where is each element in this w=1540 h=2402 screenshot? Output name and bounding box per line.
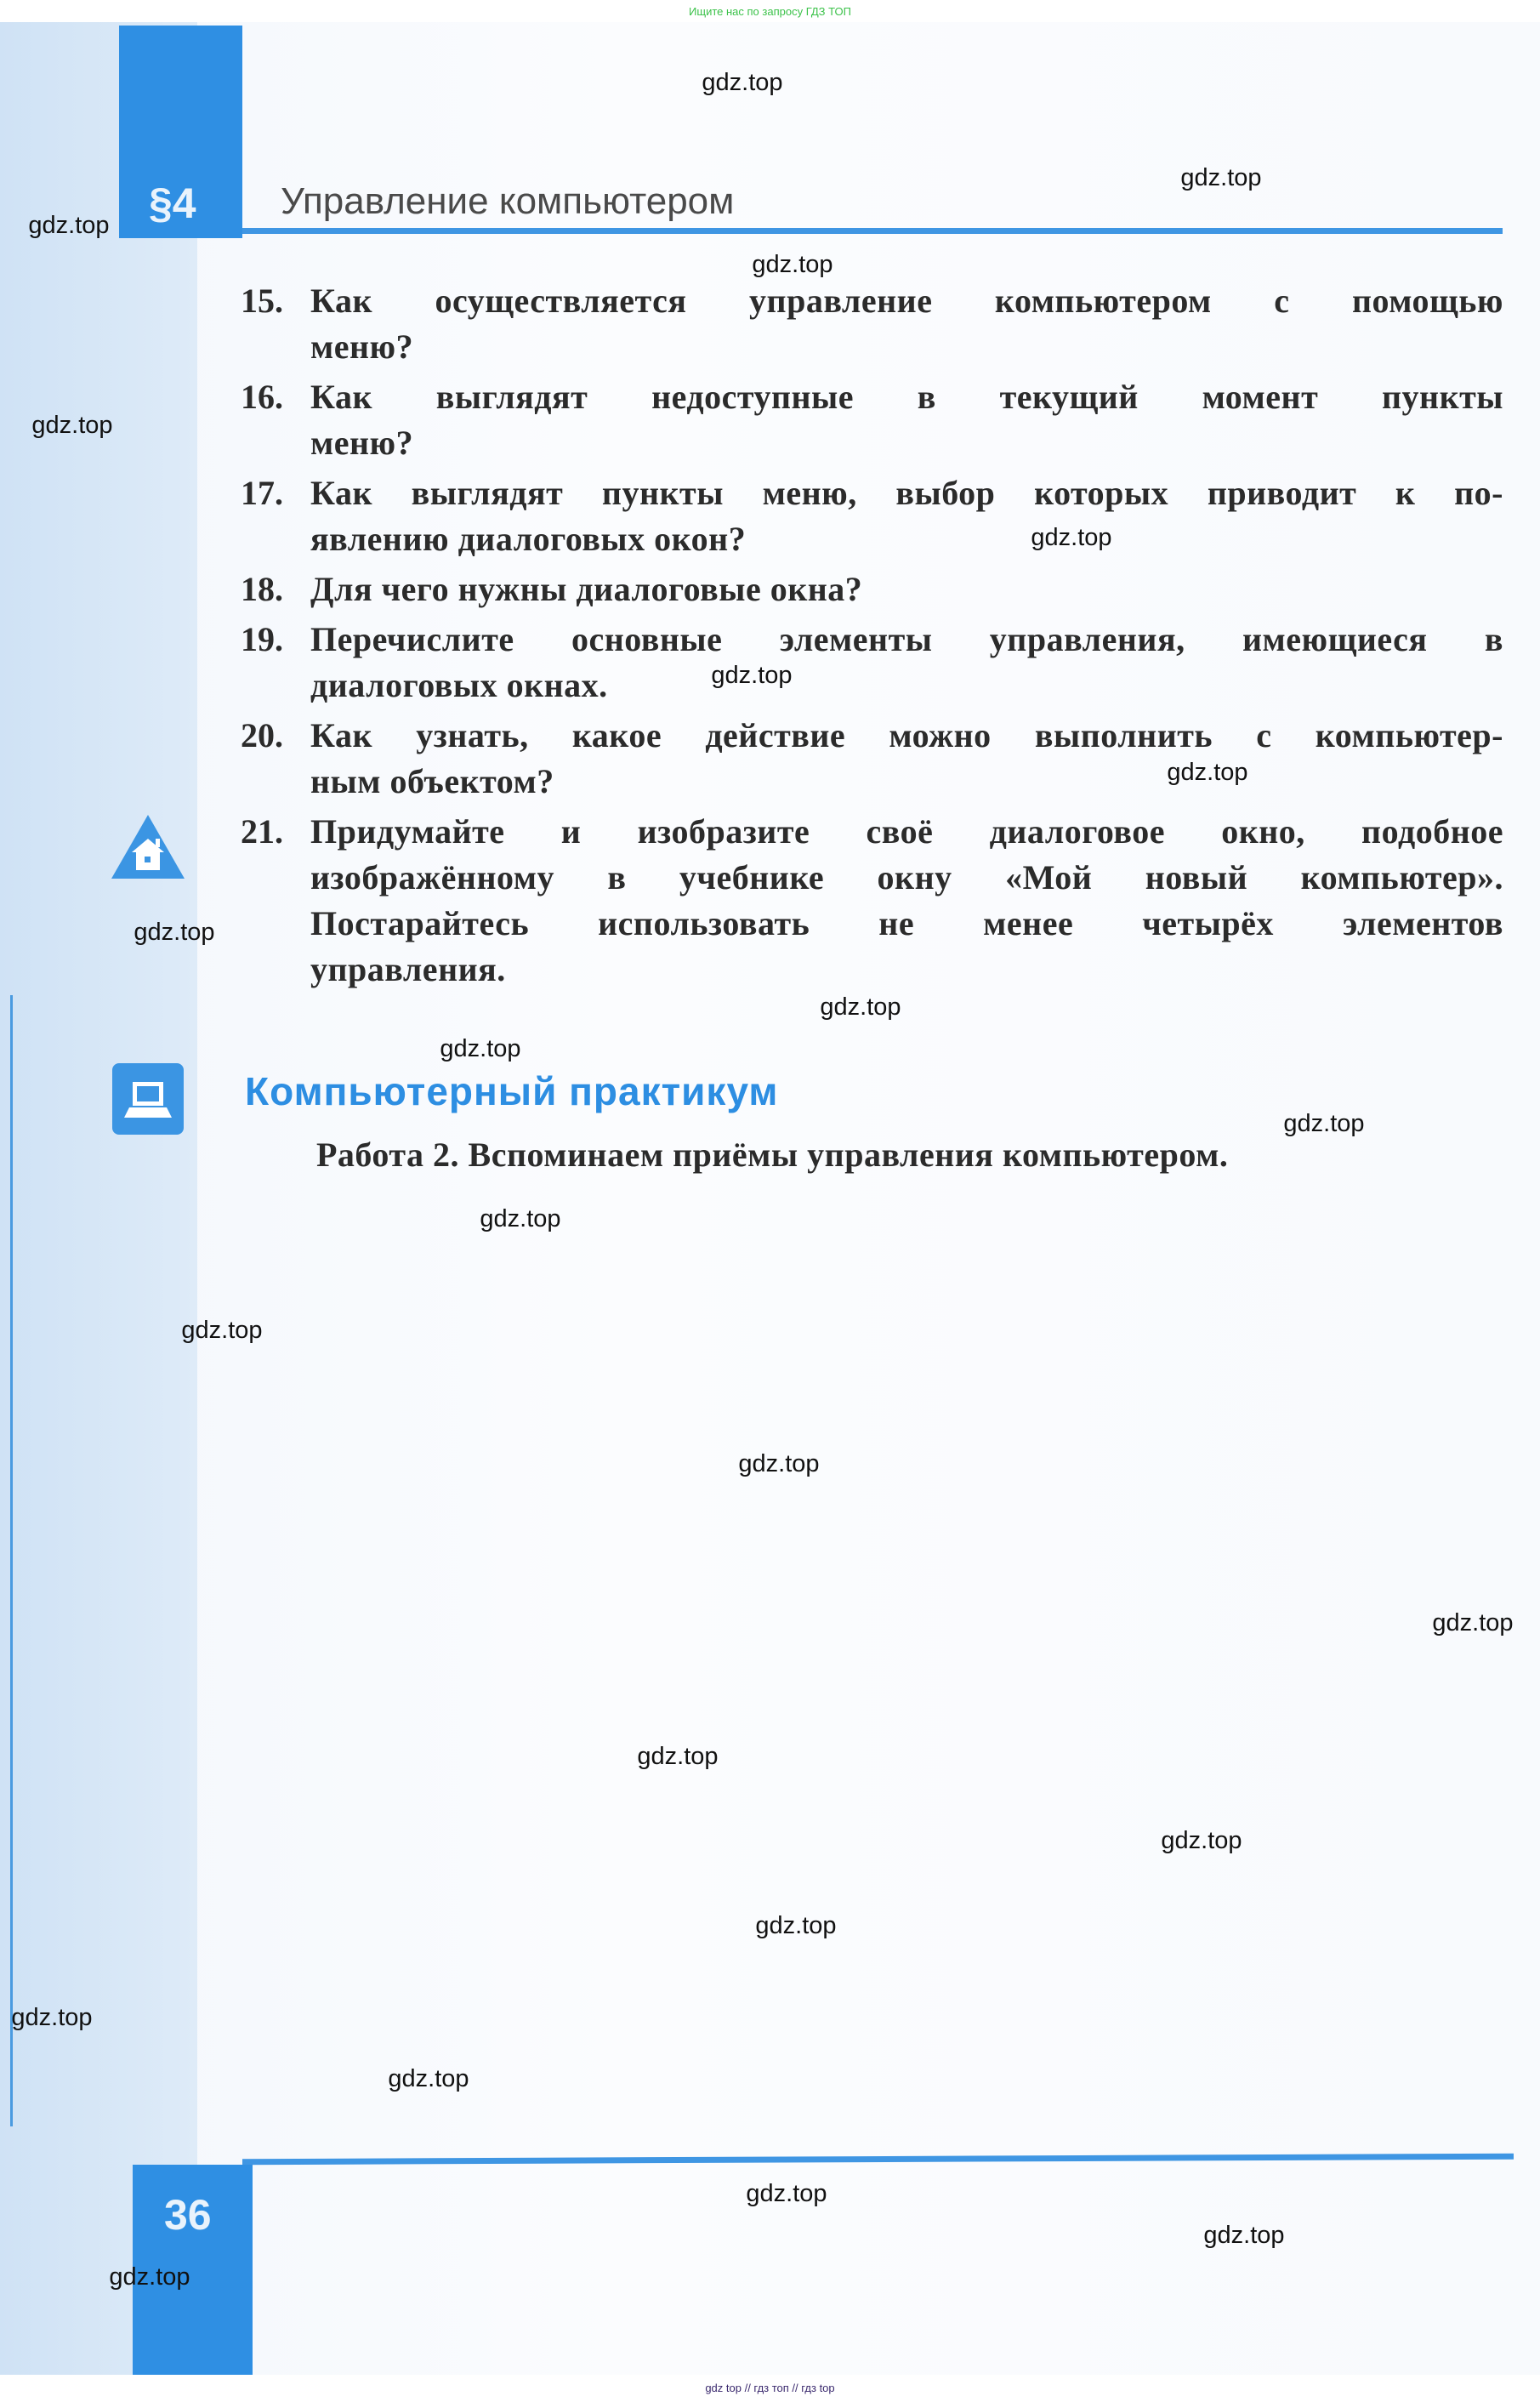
watermark: gdz.top: [388, 2065, 469, 2092]
top-banner-text: Ищите нас по запросу ГДЗ ТОП: [689, 5, 851, 18]
watermark: gdz.top: [637, 1743, 719, 1770]
watermark: gdz.top: [480, 1205, 561, 1232]
watermark: gdz.top: [1167, 759, 1248, 786]
watermark: gdz.top: [711, 662, 793, 689]
question-text-line: Как узнать, какое действие можно выполнить с компьютер-: [310, 716, 1503, 754]
question-number: 20.: [241, 716, 283, 754]
practicum-heading: Компьютерный практикум: [245, 1069, 779, 1113]
question-text-line: Как осуществляется управление компьютером с помощью: [310, 282, 1503, 320]
question-text-line: Перечислите основные элементы управления, имеющиеся в: [310, 620, 1503, 658]
question-text-line: Как выглядят недоступные в текущий момент пункты: [310, 378, 1503, 416]
question-number: 17.: [241, 474, 283, 512]
bottom-banner-text: gdz top // гдз топ // гдз top: [705, 2382, 835, 2394]
watermark: gdz.top: [755, 1912, 837, 1939]
computer-icon: [112, 1063, 184, 1135]
watermark: gdz.top: [820, 993, 901, 1021]
question-item: [241, 617, 1503, 709]
question-number: 21.: [241, 812, 283, 851]
watermark: gdz.top: [109, 2263, 190, 2291]
page-number: 36: [164, 2191, 212, 2239]
watermark: gdz.top: [1203, 2222, 1285, 2249]
question-text-line: изображённому в учебнике окну «Мой новый компьютер».: [310, 858, 1503, 896]
question-item: [241, 713, 1503, 805]
question-text-line: Постарайтесь использовать не менее четырёх элементов: [310, 904, 1503, 942]
top-banner: [0, 0, 1540, 22]
question-number: 18.: [241, 570, 283, 608]
question-text-line: явлению диалоговых окон?: [310, 520, 747, 558]
question-text-line: меню?: [310, 424, 414, 462]
question-text-line: диалоговых окнах.: [310, 666, 608, 704]
question-item: [241, 374, 1503, 466]
question-number: 16.: [241, 378, 283, 416]
page-title: Управление компьютером: [281, 180, 735, 222]
question-text-line: Для чего нужны диалоговые окна?: [310, 570, 863, 608]
question-number: 19.: [241, 620, 283, 658]
watermark: gdz.top: [702, 69, 783, 96]
watermark: gdz.top: [31, 412, 113, 439]
question-text-line: Как выглядят пункты меню, выбор которых приводит к по-: [310, 474, 1503, 512]
margin-line: [10, 995, 13, 2126]
watermark: gdz.top: [181, 1317, 263, 1344]
question-text-line: Придумайте и изобразите своё диалоговое окно, подобное: [310, 812, 1503, 851]
watermark: gdz.top: [1031, 524, 1112, 551]
question-number: 15.: [241, 282, 283, 320]
watermark: gdz.top: [1161, 1827, 1242, 1854]
watermark: gdz.top: [11, 2004, 93, 2031]
header-divider: [242, 228, 1503, 234]
question-item: [241, 470, 1503, 562]
watermark: gdz.top: [1180, 164, 1262, 191]
section-number: §4: [149, 179, 196, 227]
work-title: Работа 2. Вспоминаем приёмы управления компьютером.: [316, 1136, 1229, 1174]
question-item: [241, 809, 1503, 993]
watermark: gdz.top: [440, 1035, 521, 1062]
question-text-line: ным объектом?: [310, 762, 554, 800]
watermark: gdz.top: [1432, 1609, 1514, 1636]
watermark: gdz.top: [1283, 1110, 1365, 1137]
watermark: gdz.top: [28, 212, 110, 239]
watermark: gdz.top: [746, 2180, 827, 2207]
watermark: gdz.top: [134, 919, 215, 946]
watermark: gdz.top: [738, 1450, 820, 1477]
home-icon: [111, 815, 185, 879]
question-text-line: управления.: [310, 950, 506, 988]
question-text-line: меню?: [310, 327, 414, 366]
question-item: [241, 566, 1503, 612]
question-list: [241, 278, 1503, 993]
watermark: gdz.top: [752, 251, 833, 278]
bottom-banner: [0, 2375, 1540, 2401]
question-item: [241, 278, 1503, 370]
